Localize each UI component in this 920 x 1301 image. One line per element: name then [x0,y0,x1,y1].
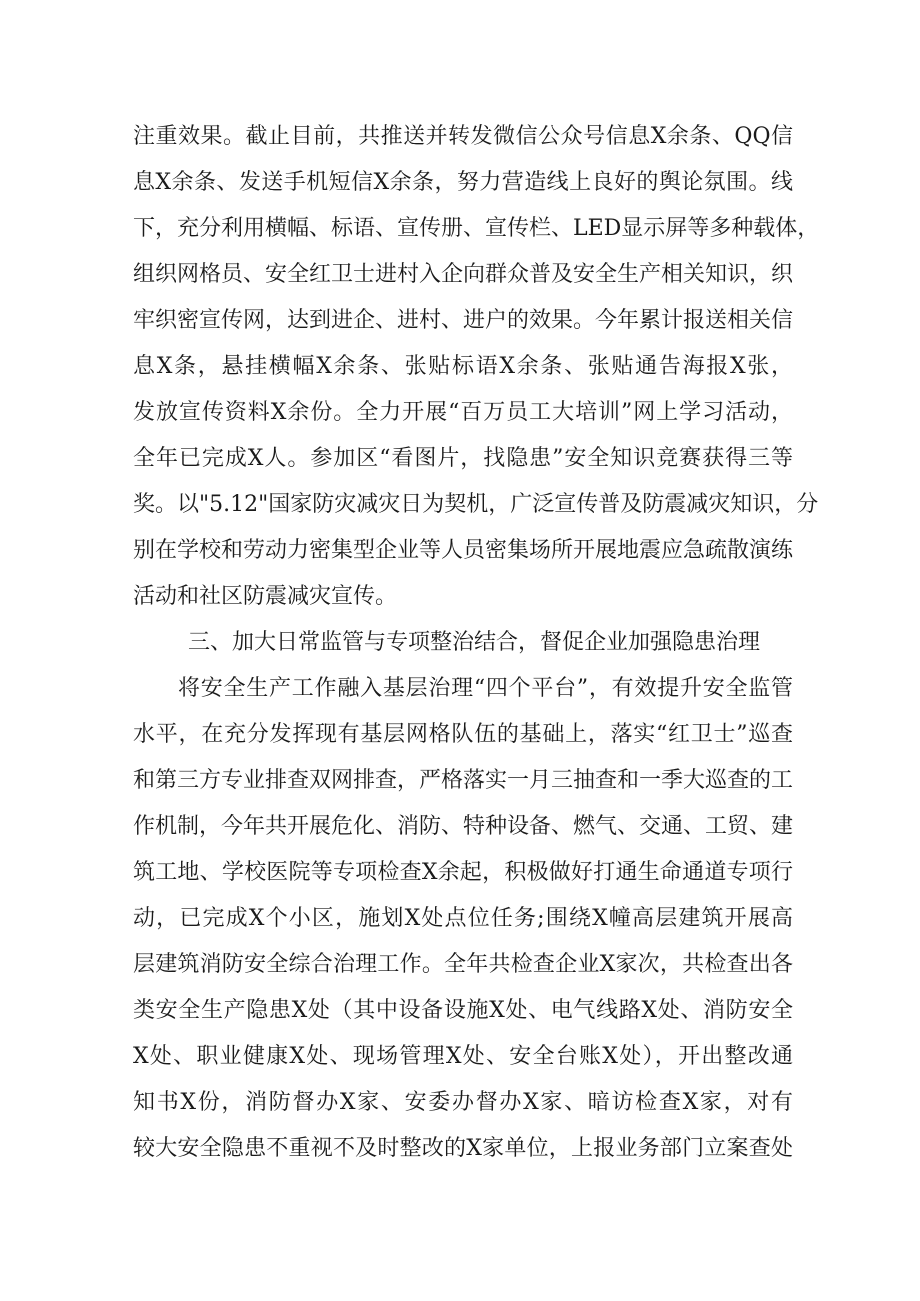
paragraph1-line-8: 全年已完成X人。参加区“看图片，找隐患”安全知识竞赛获得三等 [133,446,793,471]
paragraph2-line-11: 较大安全隐患不重视不及时整改的X家单位，上报业务部门立案查处 [133,1136,793,1161]
paragraph1-line-2: 息X余条、发送手机短信X余条，努力营造线上良好的舆论氛围。线 [133,170,793,195]
section-heading: 三、加大日常监管与专项整治结合，督促企业加强隐患治理 [188,630,761,655]
paragraph2-line-6: 动，已完成X个小区，施划X处点位任务;围绕X幢高层建筑开展高 [133,906,793,931]
paragraph1-line-11: 活动和社区防震减灾宣传。 [133,584,398,609]
paragraph2-line-8: 类安全生产隐患X处（其中设备设施X处、电气线路X处、消防安全 [133,998,793,1023]
paragraph2-line-10: 知书X份，消防督办X家、安委办督办X家、暗访检查X家，对有 [133,1090,793,1115]
paragraph2-line-3: 和第三方专业排查双网排查，严格落实一月三抽查和一季大巡查的工 [133,768,794,793]
paragraph2-line-7: 层建筑消防安全综合治理工作。全年共检查企业X家次，共检查出各 [133,952,793,977]
paragraph2-line-1: 将安全生产工作融入基层治理“四个平台”，有效提升安全监管 [178,676,793,701]
paragraph2-line-9: X处、职业健康X处、现场管理X处、安全台账X处），开出整改通 [133,1044,793,1069]
paragraph1-line-7: 发放宣传资料X余份。全力开展“百万员工大培训”网上学习活动， [133,400,793,425]
paragraph1-line-6: 息X条，悬挂横幅X余条、张贴标语X余条、张贴通告海报X张， [133,354,793,379]
paragraph1-line-4: 组织网格员、安全红卫士进村入企向群众普及安全生产相关知识，织 [133,262,794,287]
paragraph2-line-5: 筑工地、学校医院等专项检查X余起，积极做好打通生命通道专项行 [133,860,793,885]
paragraph2-line-4: 作机制，今年共开展危化、消防、特种设备、燃气、交通、工贸、建 [133,814,794,839]
paragraph1-line-1: 注重效果。截止目前，共推送并转发微信公众号信息X余条、QQ信 [133,124,793,149]
paragraph1-line-3: 下，充分利用横幅、标语、宣传册、宣传栏、LED显示屏等多种载体， [133,216,820,241]
paragraph1-line-9: 奖。以"5.12"国家防灾减灾日为契机，广泛宣传普及防震减灾知识，分 [133,492,819,517]
paragraph1-line-5: 牢织密宣传网，达到进企、进村、进户的效果。今年累计报送相关信 [133,308,794,333]
paragraph2-line-2: 水平，在充分发挥现有基层网格队伍的基础上，落实“红卫士”巡查 [133,722,793,747]
paragraph1-line-10: 别在学校和劳动力密集型企业等人员密集场所开展地震应急疏散演练 [133,538,794,563]
